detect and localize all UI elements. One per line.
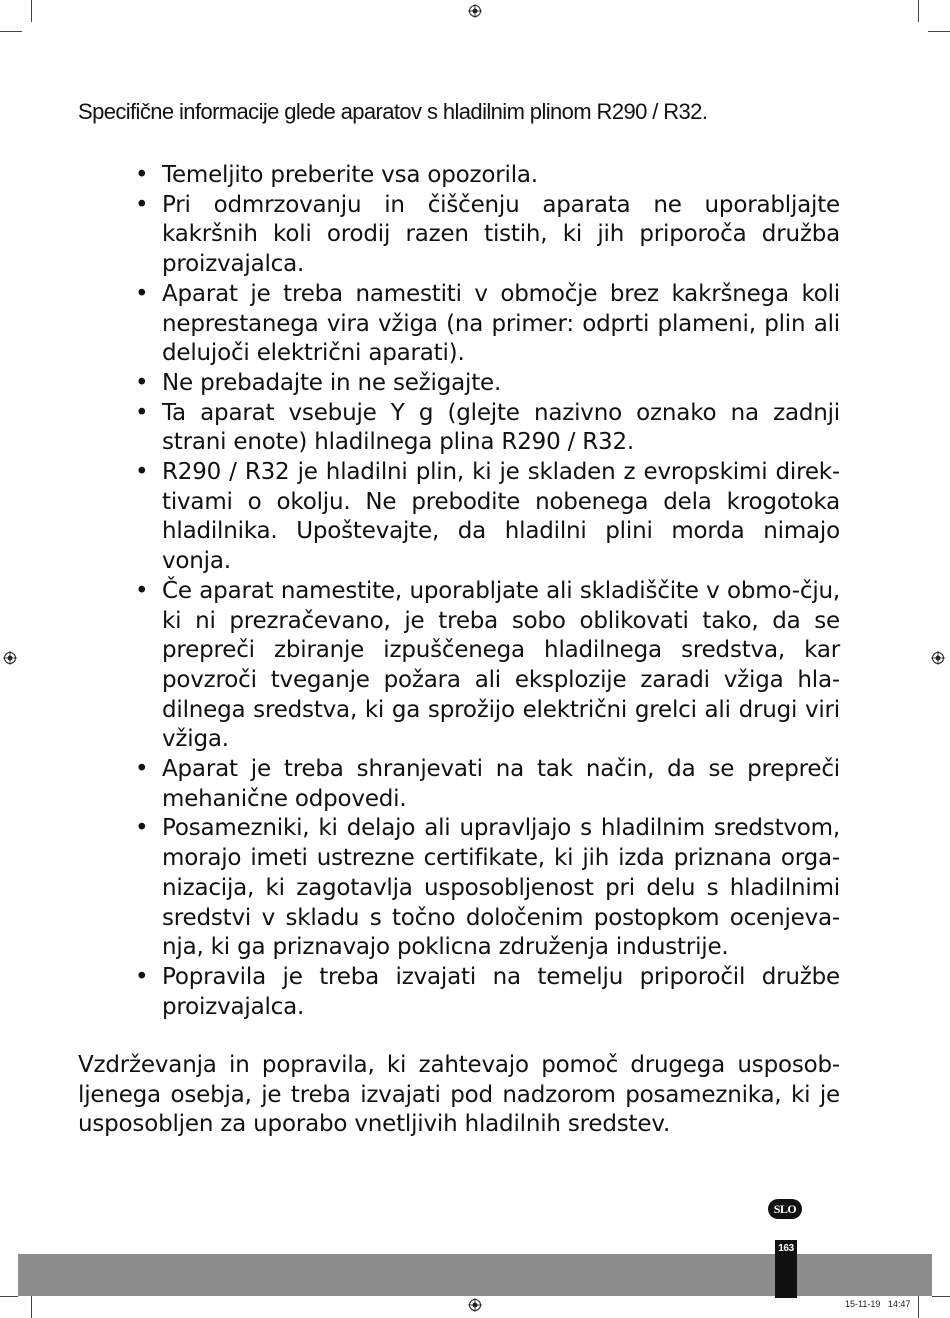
list-item	[128, 161, 840, 191]
registration-mark-icon	[3, 651, 17, 665]
list-item-text: Ta aparat vsebuje Y g (glejte nazivno oznako na zadnji strani enote) hladilnega plina R290 / R32.	[162, 399, 840, 456]
crop-mark	[31, 1296, 32, 1318]
warning-list	[128, 161, 840, 1022]
list-item	[128, 458, 840, 577]
list-item	[128, 755, 840, 814]
bullet-icon: •	[135, 191, 149, 218]
crop-mark	[31, 0, 32, 22]
list-item-text: Aparat je treba shranjevati na tak način, da se prepreči mehanične odpovedi.	[162, 756, 840, 812]
list-item-text: Če aparat namestite, uporabljate ali skladiščite v obmo-čju, ki ni prezračevano, je treba sobo oblikovati tako, da se prepreči zbiranje izpuščenega hladilnega sredstva, kar povzroči tveganje požara ali eksplozije zaradi vžiga hla-dilnega sredstva, ki ga sprožijo električni grelci ali drugi viri vžiga.	[162, 577, 840, 753]
list-item-text: Ne prebadajte in ne sežigajte.	[162, 369, 502, 396]
bullet-icon: •	[135, 459, 149, 486]
list-item-text: Aparat je treba namestiti v območje brez kakršnega koli neprestanega vira vžiga (na primer: odprti plameni, plin ali delujoči električni aparati).	[162, 280, 840, 367]
crop-mark	[932, 1296, 950, 1297]
bullet-icon: •	[135, 756, 149, 783]
print-stamp: 15-11-19 14:47	[845, 1299, 911, 1309]
list-item	[128, 963, 840, 1022]
list-item	[128, 577, 840, 755]
list-item	[128, 399, 840, 458]
registration-mark-icon	[931, 651, 945, 665]
bullet-icon: •	[135, 280, 149, 307]
list-item	[128, 191, 840, 280]
bullet-icon: •	[135, 963, 149, 990]
crop-mark	[918, 0, 919, 22]
crop-mark	[0, 1296, 18, 1297]
list-item	[128, 814, 840, 963]
crop-mark	[0, 31, 22, 32]
bullet-icon: •	[135, 369, 149, 396]
bullet-icon: •	[135, 399, 149, 426]
registration-mark-icon	[468, 1298, 482, 1312]
registration-mark-icon	[468, 4, 482, 18]
page-number: 163	[778, 1243, 794, 1254]
closing-paragraph: Vzdrževanja in popravila, ki zahtevajo pomoč drugega usposob-ljenega osebja, je treba izvajati pod nadzorom posameznika, ki je usposobljen za uporabo vnetljivih hladilnih sredstev.	[78, 1052, 840, 1137]
list-item-text: R290 / R32 je hladilni plin, ki je skladen z evropskimi direk-tivami o okolju. Ne prebodite nobenega dela krogotoka hladilnika. Upoštevajte, da hladilni plini morda nimajo vonja.	[162, 459, 840, 575]
bullet-icon: •	[135, 162, 149, 188]
crop-mark	[918, 1296, 919, 1318]
bullet-icon: •	[135, 815, 149, 842]
crop-mark	[928, 31, 950, 32]
bullet-icon: •	[135, 577, 149, 604]
section-heading: Specifične informacije glede aparatov s hladilnim plinom R290 / R32.	[78, 99, 708, 124]
list-item-text: Popravila je treba izvajati na temelju priporočil družbe proizvajalca.	[162, 963, 840, 1020]
list-item	[128, 369, 840, 399]
list-item-text: Pri odmrzovanju in čiščenju aparata ne uporabljajte kakršnih koli orodij razen tistih, ki jih priporoča družba proizvajalca.	[162, 191, 840, 278]
list-item-text: Temeljito preberite vsa opozorila.	[162, 162, 538, 188]
list-item	[128, 280, 840, 369]
language-badge: SLO	[768, 1199, 802, 1219]
list-item-text: Posamezniki, ki delajo ali upravljajo s hladilnim sredstvom, morajo imeti ustrezne certifikate, ki jih izda priznana orga-nizacija, ki zagotavlja usposobljenost pri delu s hladilnimi sredstvi v skladu s točno določenim postopkom ocenjeva-nja, ki ga priznavajo poklicna združenja industrije.	[162, 815, 840, 961]
